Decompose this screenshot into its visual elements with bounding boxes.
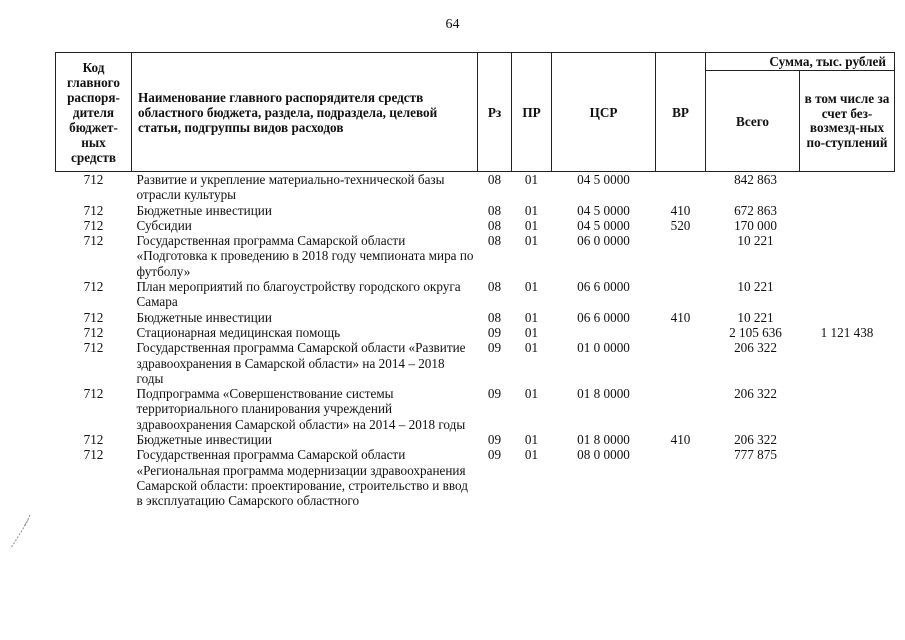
header-total: Всего xyxy=(706,71,800,172)
cell-vr xyxy=(656,172,706,203)
header-code: Код главного распоря-дителя бюджет-ных средств xyxy=(56,53,132,172)
cell-total: 206 322 xyxy=(734,340,777,356)
cell-rz: 09 xyxy=(487,324,502,340)
cell-vr: 410 xyxy=(670,309,691,325)
cell-name: Бюджетные инвестиции xyxy=(136,309,272,325)
table-row xyxy=(56,233,895,279)
cell-name: План мероприятий по благоустройству городского округа Самара xyxy=(136,279,461,310)
cell-name: Стационарная медицинская помощь xyxy=(136,324,341,340)
table-row xyxy=(56,432,895,447)
header-pr: ПР xyxy=(512,53,552,172)
cell-total: 170 000 xyxy=(734,217,777,233)
cell-name: Государственная программа Самарской области «Региональная программа модернизации здравоохранения Самарской области: проектирование, строительство и ввод в эксплуатацию Самарского областного xyxy=(136,447,468,509)
cell-rz: 09 xyxy=(487,432,502,448)
cell-name: Бюджетные инвестиции xyxy=(136,432,272,448)
cell-csr: 04 5 0000 xyxy=(577,172,630,187)
cell-pr: 01 xyxy=(524,386,539,402)
cell-csr: 08 0 0000 xyxy=(577,447,630,463)
cell-free xyxy=(800,218,895,233)
cell-rz: 08 xyxy=(487,172,502,187)
cell-name: Государственная программа Самарской области «Развитие здравоохранения в Самарской области» на 2014 – 2018 годы xyxy=(136,340,466,386)
cell-pr: 01 xyxy=(524,202,539,218)
cell-total: 2 105 636 xyxy=(729,324,782,340)
table-row xyxy=(56,172,895,203)
cell-csr: 01 8 0000 xyxy=(577,432,630,448)
cell-free xyxy=(800,279,895,310)
cell-rz: 09 xyxy=(487,447,502,463)
header-vr: ВР xyxy=(656,53,706,172)
cell-code: 712 xyxy=(83,172,104,187)
table-row xyxy=(56,218,895,233)
table-row xyxy=(56,310,895,325)
cell-free xyxy=(800,432,895,447)
cell-csr xyxy=(552,325,656,340)
cell-code: 712 xyxy=(83,386,104,402)
table-row xyxy=(56,386,895,432)
table-row xyxy=(56,325,895,340)
table-row xyxy=(56,203,895,218)
page-number: 64 xyxy=(445,17,460,32)
cell-total: 10 221 xyxy=(737,233,774,249)
table-row xyxy=(56,340,895,386)
cell-code: 712 xyxy=(83,340,104,356)
cell-vr xyxy=(656,340,706,386)
cell-code: 712 xyxy=(83,447,104,463)
cell-pr: 01 xyxy=(524,324,539,340)
cell-csr: 06 0 0000 xyxy=(577,233,630,249)
cell-total: 10 221 xyxy=(737,309,774,325)
cell-pr: 01 xyxy=(524,447,539,463)
cell-name: Субсидии xyxy=(136,217,192,233)
cell-csr: 06 6 0000 xyxy=(577,309,630,325)
cell-code: 712 xyxy=(83,217,104,233)
cell-pr: 01 xyxy=(524,279,539,295)
cell-rz: 09 xyxy=(487,386,502,402)
cell-name: Бюджетные инвестиции xyxy=(136,202,272,218)
cell-total: 206 322 xyxy=(734,386,777,402)
cell-pr: 01 xyxy=(524,432,539,448)
cell-vr xyxy=(656,447,706,508)
cell-name: Развитие и укрепление материально-технической базы отрасли культуры xyxy=(136,172,445,203)
cell-code: 712 xyxy=(83,202,104,218)
cell-free xyxy=(800,172,895,203)
cell-vr xyxy=(656,325,706,340)
cell-rz: 08 xyxy=(487,279,502,295)
cell-rz: 08 xyxy=(487,217,502,233)
cell-code: 712 xyxy=(83,309,104,325)
cell-code: 712 xyxy=(83,279,104,295)
cell-vr xyxy=(656,386,706,432)
cell-free: 1 121 438 xyxy=(820,324,874,340)
cell-free xyxy=(800,340,895,386)
pen-mark-icon xyxy=(8,512,34,552)
cell-rz: 08 xyxy=(487,309,502,325)
header-rz: Рз xyxy=(478,53,512,172)
cell-pr: 01 xyxy=(524,172,539,187)
cell-rz: 08 xyxy=(487,233,502,249)
cell-csr: 01 8 0000 xyxy=(577,386,630,402)
cell-pr: 01 xyxy=(524,340,539,356)
cell-csr: 04 5 0000 xyxy=(577,202,630,218)
cell-name: Подпрограмма «Совершенствование системы территориального планирования учреждений здравоохранения Самарской области» на 2014 – 2018 годы xyxy=(136,386,466,432)
cell-vr xyxy=(656,233,706,279)
cell-csr: 01 0 0000 xyxy=(577,340,630,356)
cell-rz: 09 xyxy=(487,340,502,356)
cell-vr xyxy=(656,279,706,310)
header-csr: ЦСР xyxy=(552,53,656,172)
cell-code: 712 xyxy=(83,233,104,249)
cell-csr: 06 6 0000 xyxy=(577,279,630,295)
cell-vr: 520 xyxy=(670,217,691,233)
table-row xyxy=(56,279,895,310)
table-row xyxy=(56,447,895,508)
cell-total: 206 322 xyxy=(734,432,777,448)
cell-code: 712 xyxy=(83,432,104,448)
cell-total: 10 221 xyxy=(737,279,774,295)
cell-code: 712 xyxy=(83,324,104,340)
cell-free xyxy=(800,310,895,325)
cell-vr: 410 xyxy=(670,432,691,448)
header-sum: Сумма, тыс. рублей xyxy=(706,53,895,71)
cell-pr: 01 xyxy=(524,309,539,325)
cell-free xyxy=(800,386,895,432)
cell-total: 777 875 xyxy=(734,447,777,463)
cell-pr: 01 xyxy=(524,217,539,233)
cell-pr: 01 xyxy=(524,233,539,249)
cell-csr: 04 5 0000 xyxy=(577,217,630,233)
header-name: Наименование главного распорядителя средств областного бюджета, раздела, подраздела, целевой статьи, подгруппы видов расходов xyxy=(132,53,478,172)
cell-name: Государственная программа Самарской области «Подготовка к проведению в 2018 году чемпионата мира по футболу» xyxy=(136,233,474,279)
cell-rz: 08 xyxy=(487,202,502,218)
cell-total: 672 863 xyxy=(734,202,777,218)
header-free: в том числе за счет без-возмезд-ных по-ступлений xyxy=(800,71,895,172)
budget-table xyxy=(55,52,895,509)
cell-total: 842 863 xyxy=(734,172,777,187)
cell-vr: 410 xyxy=(670,202,691,218)
cell-free xyxy=(800,203,895,218)
cell-free xyxy=(800,233,895,279)
cell-free xyxy=(800,447,895,508)
